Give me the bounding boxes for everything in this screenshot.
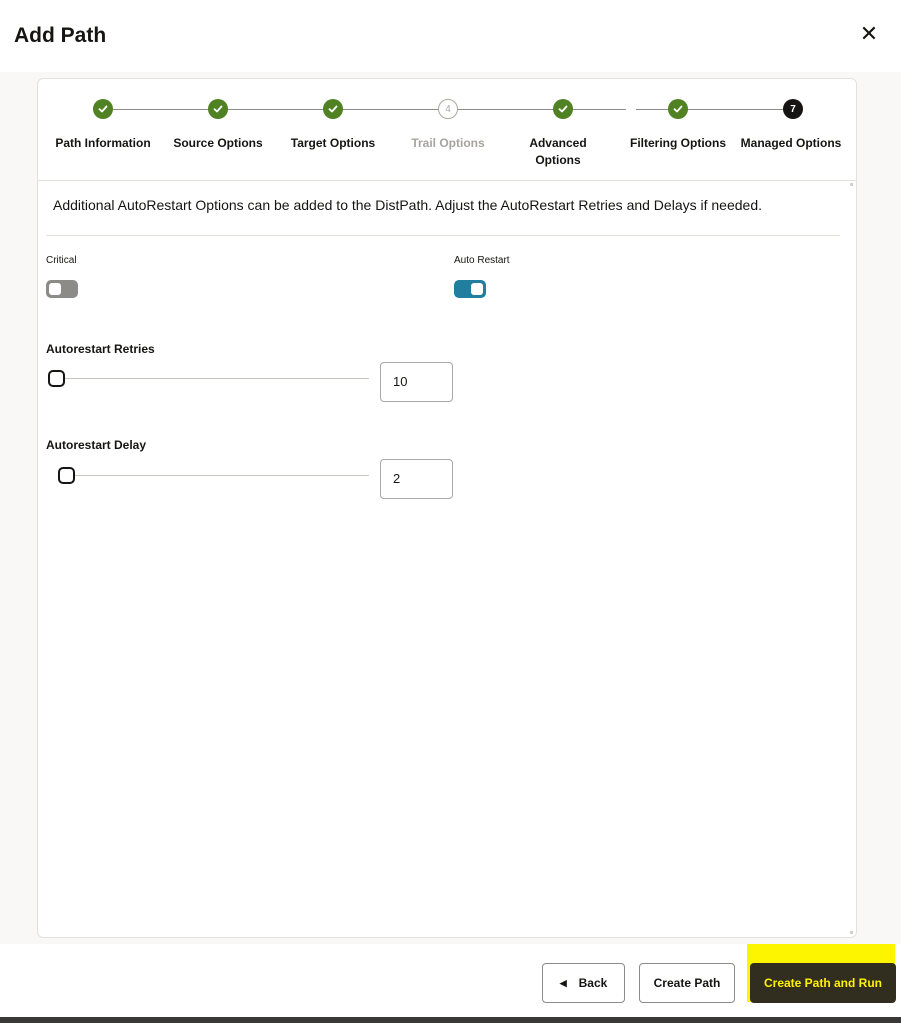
stepper-line: [110, 109, 626, 110]
step-label-managed-options[interactable]: Managed Options: [740, 136, 842, 150]
divider: [46, 235, 840, 236]
step-3-check-icon[interactable]: [323, 99, 343, 119]
caret-left-icon: ◀: [559, 977, 567, 988]
step-label-source-options[interactable]: Source Options: [173, 136, 263, 150]
step-label-advanced-options[interactable]: Advanced Options: [529, 136, 587, 167]
step-1-check-icon[interactable]: [93, 99, 113, 119]
dialog-footer: [0, 944, 901, 1019]
wizard-card: [37, 78, 857, 938]
auto-restart-label: Auto Restart: [454, 255, 510, 266]
back-button[interactable]: [542, 963, 625, 1003]
create-path-label: Create Path: [653, 976, 721, 990]
dialog-title: Add Path: [14, 24, 107, 47]
step-5-check-icon[interactable]: [553, 99, 573, 119]
step-6-check-icon[interactable]: [668, 99, 688, 119]
close-icon[interactable]: ✕: [859, 21, 879, 46]
retries-input[interactable]: 10: [380, 362, 453, 402]
step-2-check-icon[interactable]: [208, 99, 228, 119]
delay-slider-track[interactable]: [58, 475, 369, 476]
step-4-circle: 4: [438, 99, 458, 119]
critical-toggle[interactable]: [46, 280, 78, 298]
step-label-target-options[interactable]: Target Options: [290, 136, 376, 150]
delay-label: Autorestart Delay: [46, 438, 147, 452]
delay-input[interactable]: 2: [380, 459, 453, 499]
auto-restart-toggle[interactable]: [454, 280, 486, 298]
intro-text: Additional AutoRestart Options can be added to the DistPath. Adjust the AutoRestart Retries and Delays if needed.: [53, 197, 762, 213]
step-label-filtering-options[interactable]: Filtering Options: [630, 136, 726, 150]
bottom-bar: [0, 1017, 901, 1023]
stepper-line: [636, 109, 788, 110]
retries-label: Autorestart Retries: [46, 342, 155, 356]
retries-slider-thumb[interactable]: [48, 370, 65, 387]
toggle-knob: [471, 283, 483, 295]
step-label-trail-options: Trail Options: [411, 136, 485, 150]
stepper: [38, 79, 856, 181]
create-path-and-run-button[interactable]: [750, 963, 896, 1003]
dialog-body: [0, 72, 901, 944]
scrollbar-top[interactable]: [850, 183, 853, 186]
back-button-label: Back: [578, 976, 608, 990]
critical-label: Critical: [46, 255, 77, 266]
step-7-circle: 7: [783, 99, 803, 119]
scrollbar-bottom[interactable]: [850, 931, 853, 934]
create-path-and-run-label: Create Path and Run: [763, 976, 883, 990]
toggle-knob: [49, 283, 61, 295]
delay-slider-thumb[interactable]: [58, 467, 75, 484]
retries-slider-track[interactable]: [48, 378, 369, 379]
step-label-path-information[interactable]: Path Information: [55, 136, 151, 150]
dialog-header: [0, 0, 901, 72]
create-path-button[interactable]: [639, 963, 735, 1003]
